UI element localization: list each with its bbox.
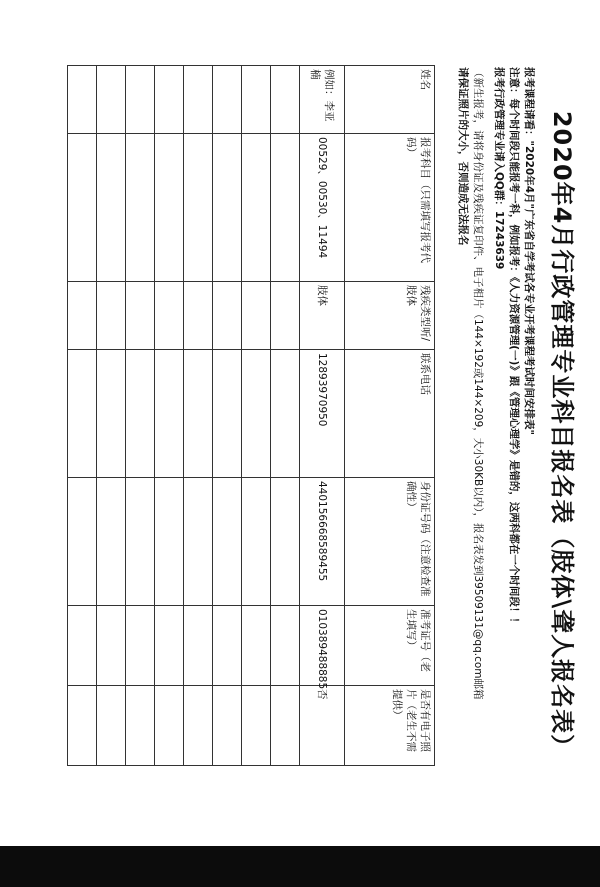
header-phone: 联系电话: [345, 350, 435, 478]
table-cell[interactable]: [213, 350, 242, 478]
table-cell[interactable]: [271, 686, 300, 766]
table-cell[interactable]: [97, 350, 126, 478]
table-cell[interactable]: [271, 606, 300, 686]
table-row: [242, 66, 271, 766]
table-cell[interactable]: [155, 66, 184, 134]
table-header-row: [345, 66, 435, 766]
table-cell[interactable]: [184, 134, 213, 282]
registration-table: [67, 65, 435, 766]
table-cell[interactable]: [68, 478, 97, 606]
table-cell[interactable]: [213, 66, 242, 134]
table-row: [126, 66, 155, 766]
table-cell[interactable]: [97, 66, 126, 134]
table-row: [271, 66, 300, 766]
table-cell[interactable]: [242, 686, 271, 766]
example-phone: 12893970950: [300, 350, 345, 478]
table-row: [68, 66, 97, 766]
note-new-students: （新生报考，请将身份证及残疾证复印件、电子相片（144×192或144×209，大小30KB以内），报名表发到39509131@qq.com邮箱: [472, 67, 484, 700]
table-cell[interactable]: [213, 282, 242, 350]
table-cell[interactable]: [184, 606, 213, 686]
table-row: [213, 66, 242, 766]
table-cell[interactable]: [97, 606, 126, 686]
header-disability-type: 残疾类型听/肢体: [345, 282, 435, 350]
table-cell[interactable]: [213, 686, 242, 766]
note-courses: 报考课程请看："2020年4月"广东省自学考试各专业开考课程考试时间安排表": [523, 67, 535, 435]
table-cell[interactable]: [97, 686, 126, 766]
header-photo: 是否有电子照片（老生不需提供）: [345, 686, 435, 766]
table-cell[interactable]: [126, 134, 155, 282]
table-cell[interactable]: [155, 606, 184, 686]
example-row: [300, 66, 345, 766]
table-cell[interactable]: [126, 478, 155, 606]
bottom-bar: [0, 846, 600, 887]
table-cell[interactable]: [68, 66, 97, 134]
table-cell[interactable]: [155, 478, 184, 606]
header-name: 姓名: [345, 66, 435, 134]
table-cell[interactable]: [184, 350, 213, 478]
table-cell[interactable]: [184, 66, 213, 134]
table-cell[interactable]: [68, 606, 97, 686]
table-cell[interactable]: [126, 350, 155, 478]
table-cell[interactable]: [68, 282, 97, 350]
table-cell[interactable]: [242, 134, 271, 282]
example-id-number: 440156668589455: [300, 478, 345, 606]
table-cell[interactable]: [242, 66, 271, 134]
header-admission-number: 准考证号（老生填写）: [345, 606, 435, 686]
header-subjects: 报考科目（只需填写报考代码）: [345, 134, 435, 282]
table-row: [184, 66, 213, 766]
instructions: [455, 67, 536, 827]
note-warning: 注意：每个时间段只能报考一科，例如报考：《人力资源管理(一)》跟《管理心理学》是错的，这两科都在一个时间段！！: [508, 67, 520, 628]
table-cell[interactable]: [271, 282, 300, 350]
table-cell[interactable]: [68, 350, 97, 478]
table-row: [97, 66, 126, 766]
header-id-number: 身份证号码（注意检查准确性）: [345, 478, 435, 606]
table-cell[interactable]: [271, 350, 300, 478]
table-cell[interactable]: [271, 134, 300, 282]
note-photo-size: 请保证照片的大小，否则造成无法报名: [457, 67, 469, 246]
example-name: 例如：李亚楠: [300, 66, 345, 134]
example-photo: 否: [300, 686, 345, 766]
table-cell[interactable]: [242, 478, 271, 606]
table-cell[interactable]: [184, 478, 213, 606]
table-cell[interactable]: [97, 134, 126, 282]
table-cell[interactable]: [97, 282, 126, 350]
table-cell[interactable]: [126, 686, 155, 766]
table-cell[interactable]: [155, 686, 184, 766]
page-title: 2020年4月行政管理专业科目报名表（肢体\聋人报名表）: [548, 110, 576, 760]
table-cell[interactable]: [68, 134, 97, 282]
table-cell[interactable]: [184, 686, 213, 766]
table-cell[interactable]: [271, 66, 300, 134]
table-cell[interactable]: [126, 606, 155, 686]
table-cell[interactable]: [242, 350, 271, 478]
table-cell[interactable]: [97, 478, 126, 606]
table-row: [155, 66, 184, 766]
table-cell[interactable]: [68, 686, 97, 766]
table-cell[interactable]: [155, 350, 184, 478]
table-cell[interactable]: [213, 606, 242, 686]
example-disability-type: 肢体: [300, 282, 345, 350]
table-cell[interactable]: [213, 478, 242, 606]
table-cell[interactable]: [155, 134, 184, 282]
table-cell[interactable]: [184, 282, 213, 350]
note-qq-group: 报考行政管理专业请入QQ群：17243639: [493, 67, 505, 270]
table-cell[interactable]: [126, 282, 155, 350]
table-cell[interactable]: [213, 134, 242, 282]
table-cell[interactable]: [126, 66, 155, 134]
table-cell[interactable]: [242, 606, 271, 686]
table-cell[interactable]: [271, 478, 300, 606]
table-cell[interactable]: [242, 282, 271, 350]
example-admission-number: 010389488885: [300, 606, 345, 686]
example-subjects: 00529、00530、11494: [300, 134, 345, 282]
table-cell[interactable]: [155, 282, 184, 350]
